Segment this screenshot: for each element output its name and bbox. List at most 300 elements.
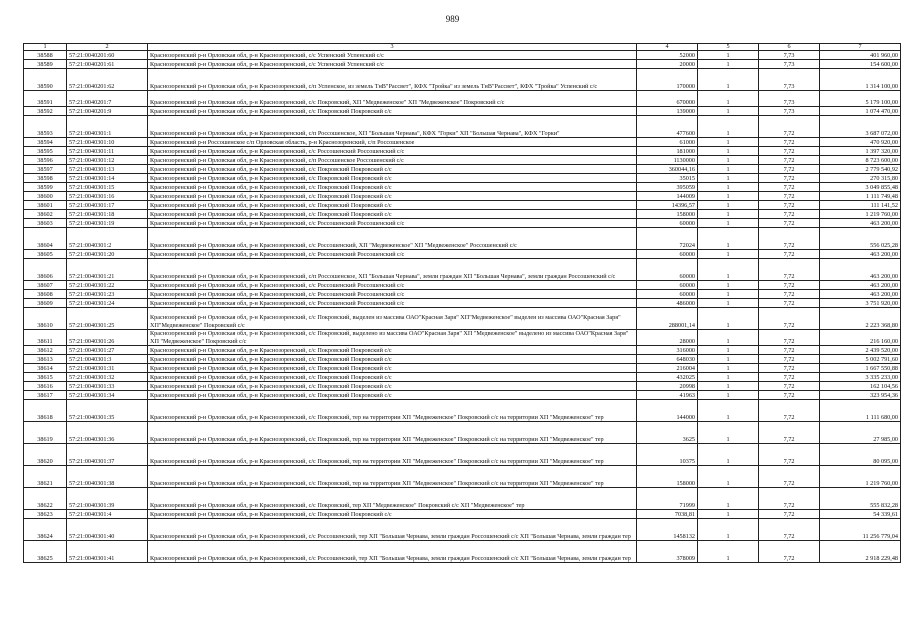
table-row	[24, 116, 901, 138]
cadastral-number: 57:21:0040301:4	[67, 510, 148, 519]
record-number: 38592	[24, 107, 67, 116]
record-number: 38603	[24, 219, 67, 228]
table-row	[24, 69, 901, 91]
cadastral-value: 80 095,00	[820, 444, 901, 466]
record-number: 38621	[24, 466, 67, 488]
record-number: 38599	[24, 183, 67, 192]
location-description: Краснозоренский р-н Орловская обл, р-н Краснозоренский, с/с Покровский Покровский с/с	[148, 107, 637, 116]
cadastral-value: 470 920,00	[820, 138, 901, 147]
cadastral-number: 57:21:0040301:21	[67, 259, 148, 281]
count-value: 1	[698, 107, 759, 116]
location-description: Краснозоренский р-н Орловская обл, р-н Краснозоренский, с/с Успенский Успенский с/с	[148, 51, 637, 60]
cadastral-value: 2 918 229,48	[820, 541, 901, 563]
rate-value: 7,72	[759, 364, 820, 373]
cadastral-value: 2 439 520,00	[820, 346, 901, 355]
rate-value: 7,72	[759, 281, 820, 290]
record-number: 38591	[24, 91, 67, 107]
cadastral-number: 57:21:0040301:11	[67, 147, 148, 156]
cadastral-number: 57:21:0040301:26	[67, 330, 148, 346]
area-value: 378009	[637, 541, 698, 563]
table-row	[24, 373, 901, 382]
location-description: Краснозоренский р-н Орловская обл, р-н Краснозоренский, с/с Россошенский Россошенский с/с	[148, 250, 637, 259]
column-number: 4	[637, 44, 698, 51]
location-description: Краснозоренский р-н Орловская обл, р-н Краснозоренский, с/с Покровский, тер на территории ХП "Медвеженское" Покровский с/с на территории ХП "Медвеженское" тер	[148, 422, 637, 444]
cadastral-number: 57:21:0040301:2	[67, 228, 148, 250]
cadastral-number: 57:21:0040301:32	[67, 373, 148, 382]
count-value: 1	[698, 147, 759, 156]
record-number: 38593	[24, 116, 67, 138]
column-number: 3	[148, 44, 637, 51]
table-row	[24, 466, 901, 488]
cadastral-number: 57:21:0040201:7	[67, 91, 148, 107]
area-value: 1130000	[637, 156, 698, 165]
cadastral-value: 1 111 680,00	[820, 400, 901, 422]
count-value: 1	[698, 290, 759, 299]
count-value: 1	[698, 373, 759, 382]
record-number: 38619	[24, 422, 67, 444]
cadastral-value: 463 200,00	[820, 259, 901, 281]
area-value: 158000	[637, 466, 698, 488]
count-value: 1	[698, 444, 759, 466]
cadastral-number: 57:21:0040301:35	[67, 400, 148, 422]
cadastral-value: 3 335 233,00	[820, 373, 901, 382]
column-number: 6	[759, 44, 820, 51]
column-number-row	[24, 44, 901, 51]
rate-value: 7,72	[759, 250, 820, 259]
table-row	[24, 210, 901, 219]
location-description: Краснозоренский р-н Орловская обл, р-н Краснозоренский, с/с Россошенский Россошенский с/с	[148, 290, 637, 299]
cadastral-value: 3 049 855,48	[820, 183, 901, 192]
record-number: 38609	[24, 299, 67, 308]
area-value: 486000	[637, 299, 698, 308]
count-value: 1	[698, 281, 759, 290]
count-value: 1	[698, 364, 759, 373]
rate-value: 7,72	[759, 165, 820, 174]
area-value: 360044,16	[637, 165, 698, 174]
count-value: 1	[698, 174, 759, 183]
cadastral-value: 5 002 791,60	[820, 355, 901, 364]
count-value: 1	[698, 219, 759, 228]
table-row	[24, 91, 901, 107]
location-description: Краснозоренский р-н Орловская обл, р-н Краснозоренский, с/с Покровский Покровский с/с	[148, 391, 637, 400]
area-value: 35015	[637, 174, 698, 183]
record-number: 38589	[24, 60, 67, 69]
cadastral-number: 57:21:0040301:34	[67, 391, 148, 400]
record-number: 38615	[24, 373, 67, 382]
cadastral-value: 463 200,00	[820, 219, 901, 228]
record-number: 38590	[24, 69, 67, 91]
count-value: 1	[698, 422, 759, 444]
area-value: 144009	[637, 192, 698, 201]
cadastral-number: 57:21:0040301:27	[67, 346, 148, 355]
cadastral-value: 154 600,00	[820, 60, 901, 69]
cadastral-value: 2 779 540,92	[820, 165, 901, 174]
cadastral-value: 54 339,61	[820, 510, 901, 519]
location-description: Краснозоренский р-н Орловская обл, р-н Краснозоренский, с/с Покровский Покровский с/с	[148, 174, 637, 183]
location-description: Краснозоренский р-н Орловская обл, р-н Краснозоренский, с/с Успенский Успенский с/с	[148, 60, 637, 69]
location-description: Краснозоренский р-н Орловская обл, р-н Краснозоренский, с/п Россошенское, ХП "Большая Чернава", земли граждан ХП "Большая Чернава", земли граждан Россошенский с/с	[148, 259, 637, 281]
rate-value: 7,72	[759, 183, 820, 192]
area-value: 60000	[637, 219, 698, 228]
count-value: 1	[698, 51, 759, 60]
cadastral-value: 1 397 320,00	[820, 147, 901, 156]
table-body	[24, 44, 901, 563]
location-description: Краснозоренский р-н Орловская обл, р-н Краснозоренский, с/с Покровский Покровский с/с	[148, 192, 637, 201]
location-description: Краснозоренский р-н Орловская обл, р-н Краснозоренский, с/с Россошенский, ХП "Медвеженское" ХП "Медвеженское" Россошенский с/с	[148, 228, 637, 250]
count-value: 1	[698, 156, 759, 165]
cadastral-number: 57:21:0040301:12	[67, 156, 148, 165]
record-number: 38623	[24, 510, 67, 519]
cadastral-number: 57:21:0040301:19	[67, 219, 148, 228]
count-value: 1	[698, 91, 759, 107]
cadastral-value: 555 832,28	[820, 488, 901, 510]
cadastral-number: 57:21:0040301:14	[67, 174, 148, 183]
cadastral-number: 57:21:0040301:36	[67, 422, 148, 444]
table-row	[24, 290, 901, 299]
rate-value: 7,72	[759, 519, 820, 541]
table-row	[24, 346, 901, 355]
count-value: 1	[698, 400, 759, 422]
record-number: 38598	[24, 174, 67, 183]
count-value: 1	[698, 201, 759, 210]
table-row	[24, 183, 901, 192]
location-description: Краснозоренский р-н Орловская обл, р-н Краснозоренский, с/с Россошенский, тер ХП "Большая Чернава, земли граждан Россошенский с/с ХП "Большая Чернава, земли граждан тер	[148, 541, 637, 563]
area-value: 52000	[637, 51, 698, 60]
area-value: 158000	[637, 210, 698, 219]
page-number: 989	[445, 14, 460, 24]
area-value: 60000	[637, 281, 698, 290]
cadastral-value: 216 160,00	[820, 330, 901, 346]
table-row	[24, 51, 901, 60]
rate-value: 7,72	[759, 299, 820, 308]
record-number: 38608	[24, 290, 67, 299]
cadastral-number: 57:21:0040301:31	[67, 364, 148, 373]
cadastral-number: 57:21:0040301:23	[67, 290, 148, 299]
count-value: 1	[698, 69, 759, 91]
table-row	[24, 174, 901, 183]
table-row	[24, 355, 901, 364]
cadastral-value: 5 179 100,00	[820, 91, 901, 107]
area-value: 139000	[637, 107, 698, 116]
cadastral-value: 1 074 470,00	[820, 107, 901, 116]
cadastral-value: 270 315,80	[820, 174, 901, 183]
count-value: 1	[698, 308, 759, 330]
rate-value: 7,72	[759, 466, 820, 488]
location-description: Краснозоренский р-н Орловская обл, р-н Краснозоренский, с/с Россошенский Россошенский с/с	[148, 219, 637, 228]
table-row	[24, 488, 901, 510]
cadastral-value: 11 256 779,04	[820, 519, 901, 541]
column-number: 7	[820, 44, 901, 51]
area-value: 71999	[637, 488, 698, 510]
count-value: 1	[698, 299, 759, 308]
area-value: 170000	[637, 69, 698, 91]
rate-value: 7,72	[759, 382, 820, 391]
rate-value: 7,72	[759, 330, 820, 346]
area-value: 3625	[637, 422, 698, 444]
cadastral-number: 57:21:0040301:41	[67, 541, 148, 563]
location-description: Краснозоренский р-н Орловская обл, р-н Краснозоренский, с/с Покровский, тер на территории ХП "Медвеженское" Покровский с/с на территории ХП "Медвеженское" тер	[148, 444, 637, 466]
area-value: 60000	[637, 259, 698, 281]
record-number: 38618	[24, 400, 67, 422]
rate-value: 7,72	[759, 391, 820, 400]
record-number: 38605	[24, 250, 67, 259]
location-description: Краснозоренский р-н Орловская обл, р-н Краснозоренский, с/с Россошенский, тер ХП "Большая Чернава, земли граждан Россошенский с/с ХП "Большая Чернава, земли граждан тер	[148, 519, 637, 541]
cadastral-number: 57:21:0040301:16	[67, 192, 148, 201]
area-value: 61000	[637, 138, 698, 147]
location-description: Краснозоренский р-н Орловская обл, р-н Краснозоренский, с/с Покровский Покровский с/с	[148, 364, 637, 373]
cadastral-number: 57:21:0040301:24	[67, 299, 148, 308]
location-description: Краснозоренский р-н Орловская обл, р-н Краснозоренский, с/п Россошенское, ХП "Большая Чернава", КФХ "Горки" ХП "Большая Чернава", КФХ "Горки"	[148, 116, 637, 138]
area-value: 477600	[637, 116, 698, 138]
cadastral-number: 57:21:0040201:61	[67, 60, 148, 69]
rate-value: 7,72	[759, 210, 820, 219]
table-row	[24, 156, 901, 165]
area-value: 7038,81	[637, 510, 698, 519]
record-number: 38612	[24, 346, 67, 355]
rate-value: 7,72	[759, 422, 820, 444]
rate-value: 7,72	[759, 192, 820, 201]
cadastral-number: 57:21:0040301:20	[67, 250, 148, 259]
rate-value: 7,72	[759, 308, 820, 330]
location-description: Краснозоренский р-н Орловская обл, р-н Краснозоренский, с/с Россошенский Россошенский с/с	[148, 299, 637, 308]
cadastral-value: 111 141,52	[820, 201, 901, 210]
column-number: 5	[698, 44, 759, 51]
cadastral-number: 57:21:0040301:22	[67, 281, 148, 290]
area-value: 288001,14	[637, 308, 698, 330]
rate-value: 7,73	[759, 60, 820, 69]
count-value: 1	[698, 192, 759, 201]
record-number: 38596	[24, 156, 67, 165]
cadastral-value: 27 985,00	[820, 422, 901, 444]
cadastral-number: 57:21:0040301:37	[67, 444, 148, 466]
rate-value: 7,72	[759, 400, 820, 422]
location-description: Краснозоренский р-н Орловская обл, р-н Краснозоренский, с/с Покровский Покровский с/с	[148, 346, 637, 355]
rate-value: 7,72	[759, 174, 820, 183]
table-row	[24, 219, 901, 228]
count-value: 1	[698, 382, 759, 391]
location-description: Краснозоренский р-н Орловская обл, р-н Краснозоренский, с/п Россошенское Россошенский с/с	[148, 156, 637, 165]
table-row	[24, 147, 901, 156]
count-value: 1	[698, 165, 759, 174]
cadastral-value: 2 223 368,80	[820, 308, 901, 330]
count-value: 1	[698, 183, 759, 192]
cadastral-value: 3 751 920,00	[820, 299, 901, 308]
area-value: 60000	[637, 250, 698, 259]
count-value: 1	[698, 466, 759, 488]
rate-value: 7,72	[759, 228, 820, 250]
count-value: 1	[698, 510, 759, 519]
count-value: 1	[698, 541, 759, 563]
record-number: 38622	[24, 488, 67, 510]
location-description: Краснозоренский р-н Орловская обл, р-н Краснозоренский, с/с Покровский Покровский с/с	[148, 510, 637, 519]
area-value: 316000	[637, 346, 698, 355]
area-value: 144000	[637, 400, 698, 422]
cadastral-number: 57:21:0040301:39	[67, 488, 148, 510]
cadastral-value: 1 219 760,00	[820, 466, 901, 488]
land-registry-table-container	[23, 43, 898, 563]
area-value: 181000	[637, 147, 698, 156]
area-value: 648030	[637, 355, 698, 364]
record-number: 38617	[24, 391, 67, 400]
cadastral-number: 57:21:0040201:9	[67, 107, 148, 116]
cadastral-number: 57:21:0040301:13	[67, 165, 148, 174]
cadastral-value: 401 960,00	[820, 51, 901, 60]
table-row	[24, 60, 901, 69]
cadastral-number: 57:21:0040201:62	[67, 69, 148, 91]
rate-value: 7,72	[759, 116, 820, 138]
count-value: 1	[698, 346, 759, 355]
rate-value: 7,72	[759, 541, 820, 563]
rate-value: 7,72	[759, 290, 820, 299]
table-row	[24, 259, 901, 281]
cadastral-number: 57:21:0040301:40	[67, 519, 148, 541]
record-number: 38602	[24, 210, 67, 219]
record-number: 38613	[24, 355, 67, 364]
cadastral-value: 463 200,00	[820, 281, 901, 290]
area-value: 41963	[637, 391, 698, 400]
cadastral-value: 463 200,00	[820, 250, 901, 259]
record-number: 38595	[24, 147, 67, 156]
area-value: 216004	[637, 364, 698, 373]
table-row	[24, 107, 901, 116]
land-registry-table	[23, 43, 901, 563]
location-description: Краснозоренский р-н Орловская обл, р-н Краснозоренский, с/с Покровский, тер на территории ХП "Медвеженское" Покровский с/с на территории ХП "Медвеженское" тер	[148, 466, 637, 488]
location-description: Краснозоренский р-н Россошенское с/п Орловская область, р-н Краснозоренский, с/п Россошенское	[148, 138, 637, 147]
area-value: 72024	[637, 228, 698, 250]
rate-value: 7,72	[759, 346, 820, 355]
count-value: 1	[698, 228, 759, 250]
cadastral-number: 57:21:0040301:25	[67, 308, 148, 330]
record-number: 38604	[24, 228, 67, 250]
rate-value: 7,72	[759, 156, 820, 165]
column-number: 2	[67, 44, 148, 51]
rate-value: 7,72	[759, 488, 820, 510]
table-row	[24, 519, 901, 541]
cadastral-value: 8 723 600,00	[820, 156, 901, 165]
record-number: 38610	[24, 308, 67, 330]
area-value: 20000	[637, 60, 698, 69]
location-description: Краснозоренский р-н Орловская обл, р-н Краснозоренский, с/с Покровский Покровский с/с	[148, 183, 637, 192]
table-row	[24, 308, 901, 330]
column-number: 1	[24, 44, 67, 51]
record-number: 38597	[24, 165, 67, 174]
record-number: 38588	[24, 51, 67, 60]
rate-value: 7,73	[759, 69, 820, 91]
table-row	[24, 444, 901, 466]
count-value: 1	[698, 250, 759, 259]
location-description: Краснозоренский р-н Орловская обл, р-н Краснозоренский, с/с Покровский, тер ХП "Медвеженское" Покровский с/с ХП "Медвеженское" тер	[148, 488, 637, 510]
area-value: 432025	[637, 373, 698, 382]
cadastral-number: 57:21:0040301:38	[67, 466, 148, 488]
table-row	[24, 400, 901, 422]
rate-value: 7,72	[759, 444, 820, 466]
location-description: Краснозоренский р-н Орловская обл, р-н Краснозоренский, с/с Россошенский Россошенский с/с	[148, 147, 637, 156]
rate-value: 7,73	[759, 51, 820, 60]
count-value: 1	[698, 355, 759, 364]
table-row	[24, 299, 901, 308]
count-value: 1	[698, 210, 759, 219]
table-row	[24, 541, 901, 563]
table-row	[24, 364, 901, 373]
count-value: 1	[698, 138, 759, 147]
record-number: 38624	[24, 519, 67, 541]
location-description: Краснозоренский р-н Орловская обл, р-н Краснозоренский, с/с Покровский Покровский с/с	[148, 382, 637, 391]
cadastral-value: 162 104,56	[820, 382, 901, 391]
record-number: 38601	[24, 201, 67, 210]
cadastral-value: 556 025,28	[820, 228, 901, 250]
table-row	[24, 391, 901, 400]
table-row	[24, 382, 901, 391]
record-number: 38606	[24, 259, 67, 281]
table-row	[24, 165, 901, 174]
cadastral-value: 3 687 072,00	[820, 116, 901, 138]
location-description: Краснозоренский р-н Орловская обл, р-н Краснозоренский, с/с Покровский Покровский с/с	[148, 201, 637, 210]
table-row	[24, 192, 901, 201]
table-row	[24, 422, 901, 444]
rate-value: 7,72	[759, 373, 820, 382]
location-description: Краснозоренский р-н Орловская обл, р-н Краснозоренский, с/с Покровский Покровский с/с	[148, 373, 637, 382]
record-number: 38614	[24, 364, 67, 373]
record-number: 38607	[24, 281, 67, 290]
count-value: 1	[698, 488, 759, 510]
rate-value: 7,72	[759, 259, 820, 281]
table-row	[24, 201, 901, 210]
cadastral-value: 1 314 100,00	[820, 69, 901, 91]
cadastral-number: 57:21:0040201:60	[67, 51, 148, 60]
cadastral-value: 323 954,36	[820, 391, 901, 400]
record-number: 38611	[24, 330, 67, 346]
record-number: 38600	[24, 192, 67, 201]
location-description: Краснозоренский р-н Орловская обл, р-н Краснозоренский, с/с Покровский Покровский с/с	[148, 210, 637, 219]
table-row	[24, 510, 901, 519]
rate-value: 7,72	[759, 219, 820, 228]
table-row	[24, 228, 901, 250]
rate-value: 7,73	[759, 91, 820, 107]
rate-value: 7,73	[759, 107, 820, 116]
rate-value: 7,72	[759, 138, 820, 147]
count-value: 1	[698, 259, 759, 281]
cadastral-number: 57:21:0040301:33	[67, 382, 148, 391]
cadastral-number: 57:21:0040301:10	[67, 138, 148, 147]
area-value: 20998	[637, 382, 698, 391]
location-description: Краснозоренский р-н Орловская обл, р-н Краснозоренский, с/с Покровский Покровский с/с	[148, 355, 637, 364]
count-value: 1	[698, 391, 759, 400]
cadastral-value: 1 667 550,88	[820, 364, 901, 373]
table-row	[24, 281, 901, 290]
cadastral-number: 57:21:0040301:3	[67, 355, 148, 364]
location-description: Краснозоренский р-н Орловская обл, р-н Краснозоренский, с/п Успенское, из земель ТнВ"Рассвет", КФХ "Тройка" из земель ТнВ"Рассвет", КФХ "Тройка" Успенский с/с	[148, 69, 637, 91]
rate-value: 7,72	[759, 201, 820, 210]
location-description: Краснозоренский р-н Орловская обл, р-н Краснозоренский, с/с Покровский, тер на территории ХП "Медвеженское" Покровский с/с на территории ХП "Медвеженское" тер	[148, 400, 637, 422]
area-value: 60000	[637, 290, 698, 299]
area-value: 670000	[637, 91, 698, 107]
cadastral-number: 57:21:0040301:18	[67, 210, 148, 219]
record-number: 38616	[24, 382, 67, 391]
area-value: 395059	[637, 183, 698, 192]
area-value: 10375	[637, 444, 698, 466]
table-row	[24, 330, 901, 346]
area-value: 1458132	[637, 519, 698, 541]
rate-value: 7,72	[759, 355, 820, 364]
location-description: Краснозоренский р-н Орловская обл, р-н Краснозоренский, с/с Россошенский Россошенский с/с	[148, 281, 637, 290]
location-description: Краснозоренский р-н Орловская обл, р-н Краснозоренский, с/с Покровский, выделено из массива ОАО"Красная Заря" ХП "Медвеженское" выделено из массива ОАО"Красная Заря" ХП "Медвеженское" Покровский с/с	[148, 330, 637, 346]
count-value: 1	[698, 330, 759, 346]
record-number: 38620	[24, 444, 67, 466]
cadastral-value: 1 111 749,48	[820, 192, 901, 201]
table-row	[24, 138, 901, 147]
record-number: 38625	[24, 541, 67, 563]
cadastral-value: 463 200,00	[820, 290, 901, 299]
